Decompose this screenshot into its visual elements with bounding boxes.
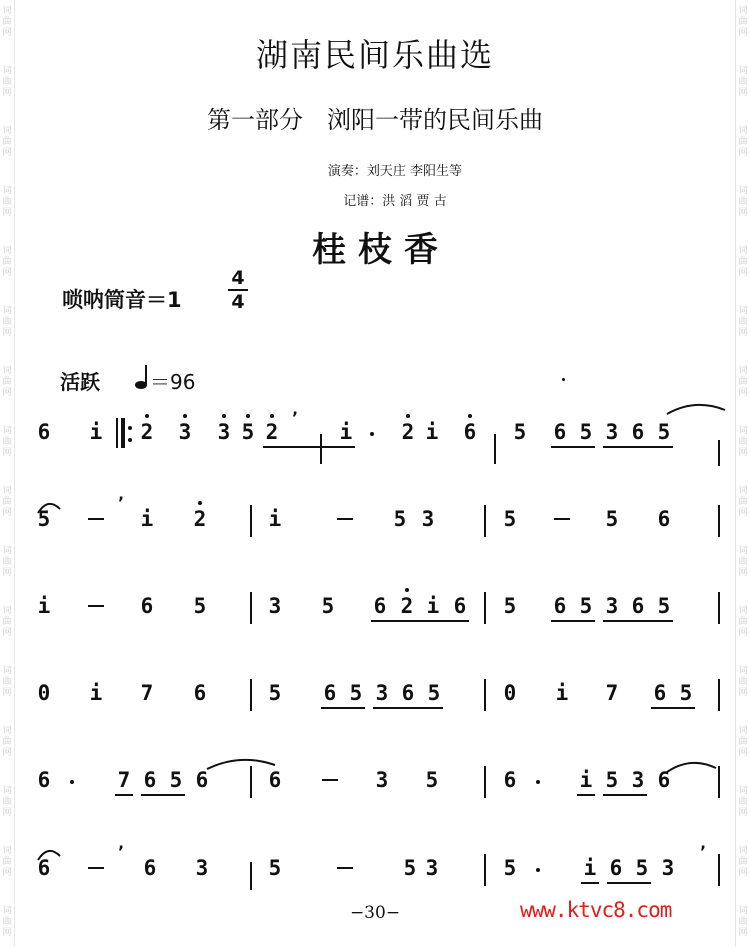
note: 6 [609,856,623,880]
note: 6 [553,594,567,618]
note: i [579,768,593,792]
note: i [140,507,154,531]
note: 6 [37,856,51,880]
note: 5 [169,768,183,792]
note: 7 [117,768,131,792]
barline [484,766,486,798]
note: 6 [323,681,337,705]
beam-underline [263,446,355,448]
beam-underline [551,620,595,622]
note: 6 [463,420,477,444]
time-top: 4 [231,267,245,289]
barline [320,434,322,464]
note: 6 [143,856,157,880]
note: 3 [375,681,389,705]
hold-dash-line [554,518,570,520]
score-line [0,842,750,902]
slur-tie [205,753,285,773]
barline [250,592,252,624]
barline [250,862,252,890]
repeat-barline-thick [121,418,125,448]
note: 5 [503,507,517,531]
note: 6 [143,768,157,792]
note: 3 [421,507,435,531]
score-line [0,580,750,640]
note: 6 [140,594,154,618]
right-side-watermark: 词 曲 网 [738,126,748,158]
beam-underline [551,446,595,448]
beam-underline [115,794,133,796]
augmentation-dot [536,868,540,872]
note: 5 [425,768,439,792]
left-side-watermark: 词 曲 网 [2,186,12,218]
note: 5 [657,594,671,618]
repeat-barline-thin [116,418,118,448]
note: 6 [195,768,209,792]
breath-mark: ’ [292,408,299,427]
note: 3 [195,856,209,880]
note: 5 [579,420,593,444]
barline [250,505,252,537]
beam-underline [321,707,365,709]
barline [718,440,720,466]
hold-dash-line [337,518,353,520]
note: i [555,681,569,705]
augmentation-dot [536,780,540,784]
left-side-watermark: 词 曲 网 [2,546,12,578]
barline [718,592,720,624]
octave-up-dot [405,588,409,592]
barline [718,679,720,711]
right-side-watermark: 词 曲 网 [738,606,748,638]
note: 5 [37,507,51,531]
note: 6 [657,768,671,792]
note: 5 [503,594,517,618]
note: 6 [553,420,567,444]
site-watermark: www.ktvc8.com [520,898,672,922]
barline [484,592,486,624]
note: 2 [400,594,414,618]
note: 2 [140,420,154,444]
time-signature [228,268,248,312]
left-side-watermark: 词 曲 网 [2,306,12,338]
beam-underline [141,794,185,796]
note: 3 [605,594,619,618]
hold-dash-line [88,867,104,869]
note: 5 [427,681,441,705]
note: 5 [513,420,527,444]
beam-underline [373,707,443,709]
augmentation-dot [370,432,374,436]
left-side-watermark: 词 曲 网 [2,66,12,98]
left-side-watermark: 词 曲 网 [2,126,12,158]
tempo-bpm: ＝96 [150,370,196,394]
note: 6 [631,420,645,444]
note: 5 [241,420,255,444]
barline [484,854,486,886]
stray-dot [562,378,565,381]
left-side-watermark: 词 曲 网 [2,366,12,398]
piece-title: 桂 枝 香 [312,230,438,270]
right-side-watermark: 词 曲 网 [738,366,748,398]
right-side-watermark: 词 曲 网 [738,786,748,818]
octave-up-dot [406,414,410,418]
note: 7 [140,681,154,705]
note: 5 [268,856,282,880]
note: 6 [657,507,671,531]
left-side-watermark: 词 曲 网 [2,726,12,758]
beam-underline [577,794,595,796]
beam-underline [603,794,647,796]
score-line [0,406,750,466]
section-title: 第一部分 浏阳一带的民间乐曲 [207,106,543,134]
barline [484,505,486,537]
right-side-watermark: 词 曲 网 [738,726,748,758]
breath-mark: ’ [700,842,707,861]
note: 6 [503,768,517,792]
note: 2 [265,420,279,444]
note: 5 [403,856,417,880]
right-side-watermark: 词 曲 网 [738,546,748,578]
left-side-watermark: 词 曲 网 [2,846,12,878]
hold-dash-line [337,867,353,869]
score-line [0,667,750,727]
left-side-watermark: 词 曲 网 [2,6,12,38]
hold-dash-line [88,605,104,607]
octave-up-dot [246,414,250,418]
breath-mark: ’ [118,493,125,512]
slur-tie [665,398,735,418]
barline [250,679,252,711]
note: 2 [193,507,207,531]
octave-up-dot [270,414,274,418]
right-side-watermark: 词 曲 网 [738,486,748,518]
slur-tie [36,497,70,517]
note: 5 [193,594,207,618]
note: i [89,420,103,444]
left-side-watermark: 词 曲 网 [2,246,12,278]
barline [718,854,720,886]
note: 5 [579,594,593,618]
note: 5 [268,681,282,705]
augmentation-dot [70,780,74,784]
right-side-watermark: 词 曲 网 [738,186,748,218]
note: 7 [605,681,619,705]
beam-underline [603,446,647,448]
tempo-marking: 活跃 [60,370,100,394]
note: 3 [178,420,192,444]
slur-tie [36,844,70,864]
note: i [426,594,440,618]
left-side-watermark: 词 曲 网 [2,606,12,638]
note: 6 [193,681,207,705]
left-side-watermark: 词 曲 网 [2,666,12,698]
note: 6 [453,594,467,618]
beam-underline [581,882,599,884]
right-side-watermark: 词 曲 网 [738,666,748,698]
note: 6 [268,768,282,792]
breath-mark: ’ [118,842,125,861]
left-side-watermark: 词 曲 网 [2,786,12,818]
note: i [425,420,439,444]
note: 5 [605,507,619,531]
note: 6 [373,594,387,618]
note: 5 [679,681,693,705]
time-bottom: 4 [231,291,245,313]
barline [718,505,720,537]
note: 3 [425,856,439,880]
left-side-watermark: 词 曲 网 [2,486,12,518]
right-side-watermark: 词 曲 网 [738,66,748,98]
note: 3 [217,420,231,444]
repeat-dot [128,426,132,430]
quarter-note-icon [135,364,149,394]
hold-dash-line [88,518,104,520]
note: 5 [605,768,619,792]
octave-up-dot [198,501,202,505]
beam-underline [651,707,695,709]
performers-credit: 演奏：刘天庄 李阳生等 [327,164,463,179]
left-side-watermark: 词 曲 网 [2,906,12,938]
note: i [268,507,282,531]
note: 6 [631,594,645,618]
right-side-watermark: 词 曲 网 [738,6,748,38]
note: 5 [635,856,649,880]
repeat-dot [128,438,132,442]
left-side-watermark: 词 曲 网 [2,426,12,458]
note: 3 [661,856,675,880]
note: i [37,594,51,618]
page-number: −30− [349,903,401,923]
octave-up-dot [222,414,226,418]
octave-up-dot [145,414,149,418]
note: 0 [503,681,517,705]
barline [484,679,486,711]
right-side-watermark: 词 曲 网 [738,246,748,278]
right-side-watermark: 词 曲 网 [738,846,748,878]
beam-underline [603,620,673,622]
note: 6 [401,681,415,705]
note: 5 [393,507,407,531]
note: 3 [631,768,645,792]
note: 5 [503,856,517,880]
note: i [89,681,103,705]
note: 3 [268,594,282,618]
book-title: 湖南民间乐曲选 [255,36,494,74]
note: 3 [605,420,619,444]
right-side-watermark: 词 曲 网 [738,426,748,458]
note: 5 [321,594,335,618]
beam-underline [371,620,469,622]
note: 6 [37,768,51,792]
octave-up-dot [183,414,187,418]
right-side-watermark: 词 曲 网 [738,906,748,938]
slur-tie [665,756,726,776]
note: 6 [653,681,667,705]
note: 0 [37,681,51,705]
note: 5 [349,681,363,705]
beam-underline [607,882,651,884]
hold-dash-line [322,779,338,781]
key-signature: 唢呐筒音＝1 [62,288,182,312]
note: i [583,856,597,880]
note: i [339,420,353,444]
note: 6 [37,420,51,444]
barline [494,434,496,464]
score-line [0,493,750,553]
transcribers-credit: 记谱：洪 滔 贾 古 [343,194,447,209]
note: 2 [401,420,415,444]
octave-up-dot [468,414,472,418]
right-side-watermark: 词 曲 网 [738,306,748,338]
score-line [0,754,750,814]
note: 3 [375,768,389,792]
note: 5 [657,420,671,444]
